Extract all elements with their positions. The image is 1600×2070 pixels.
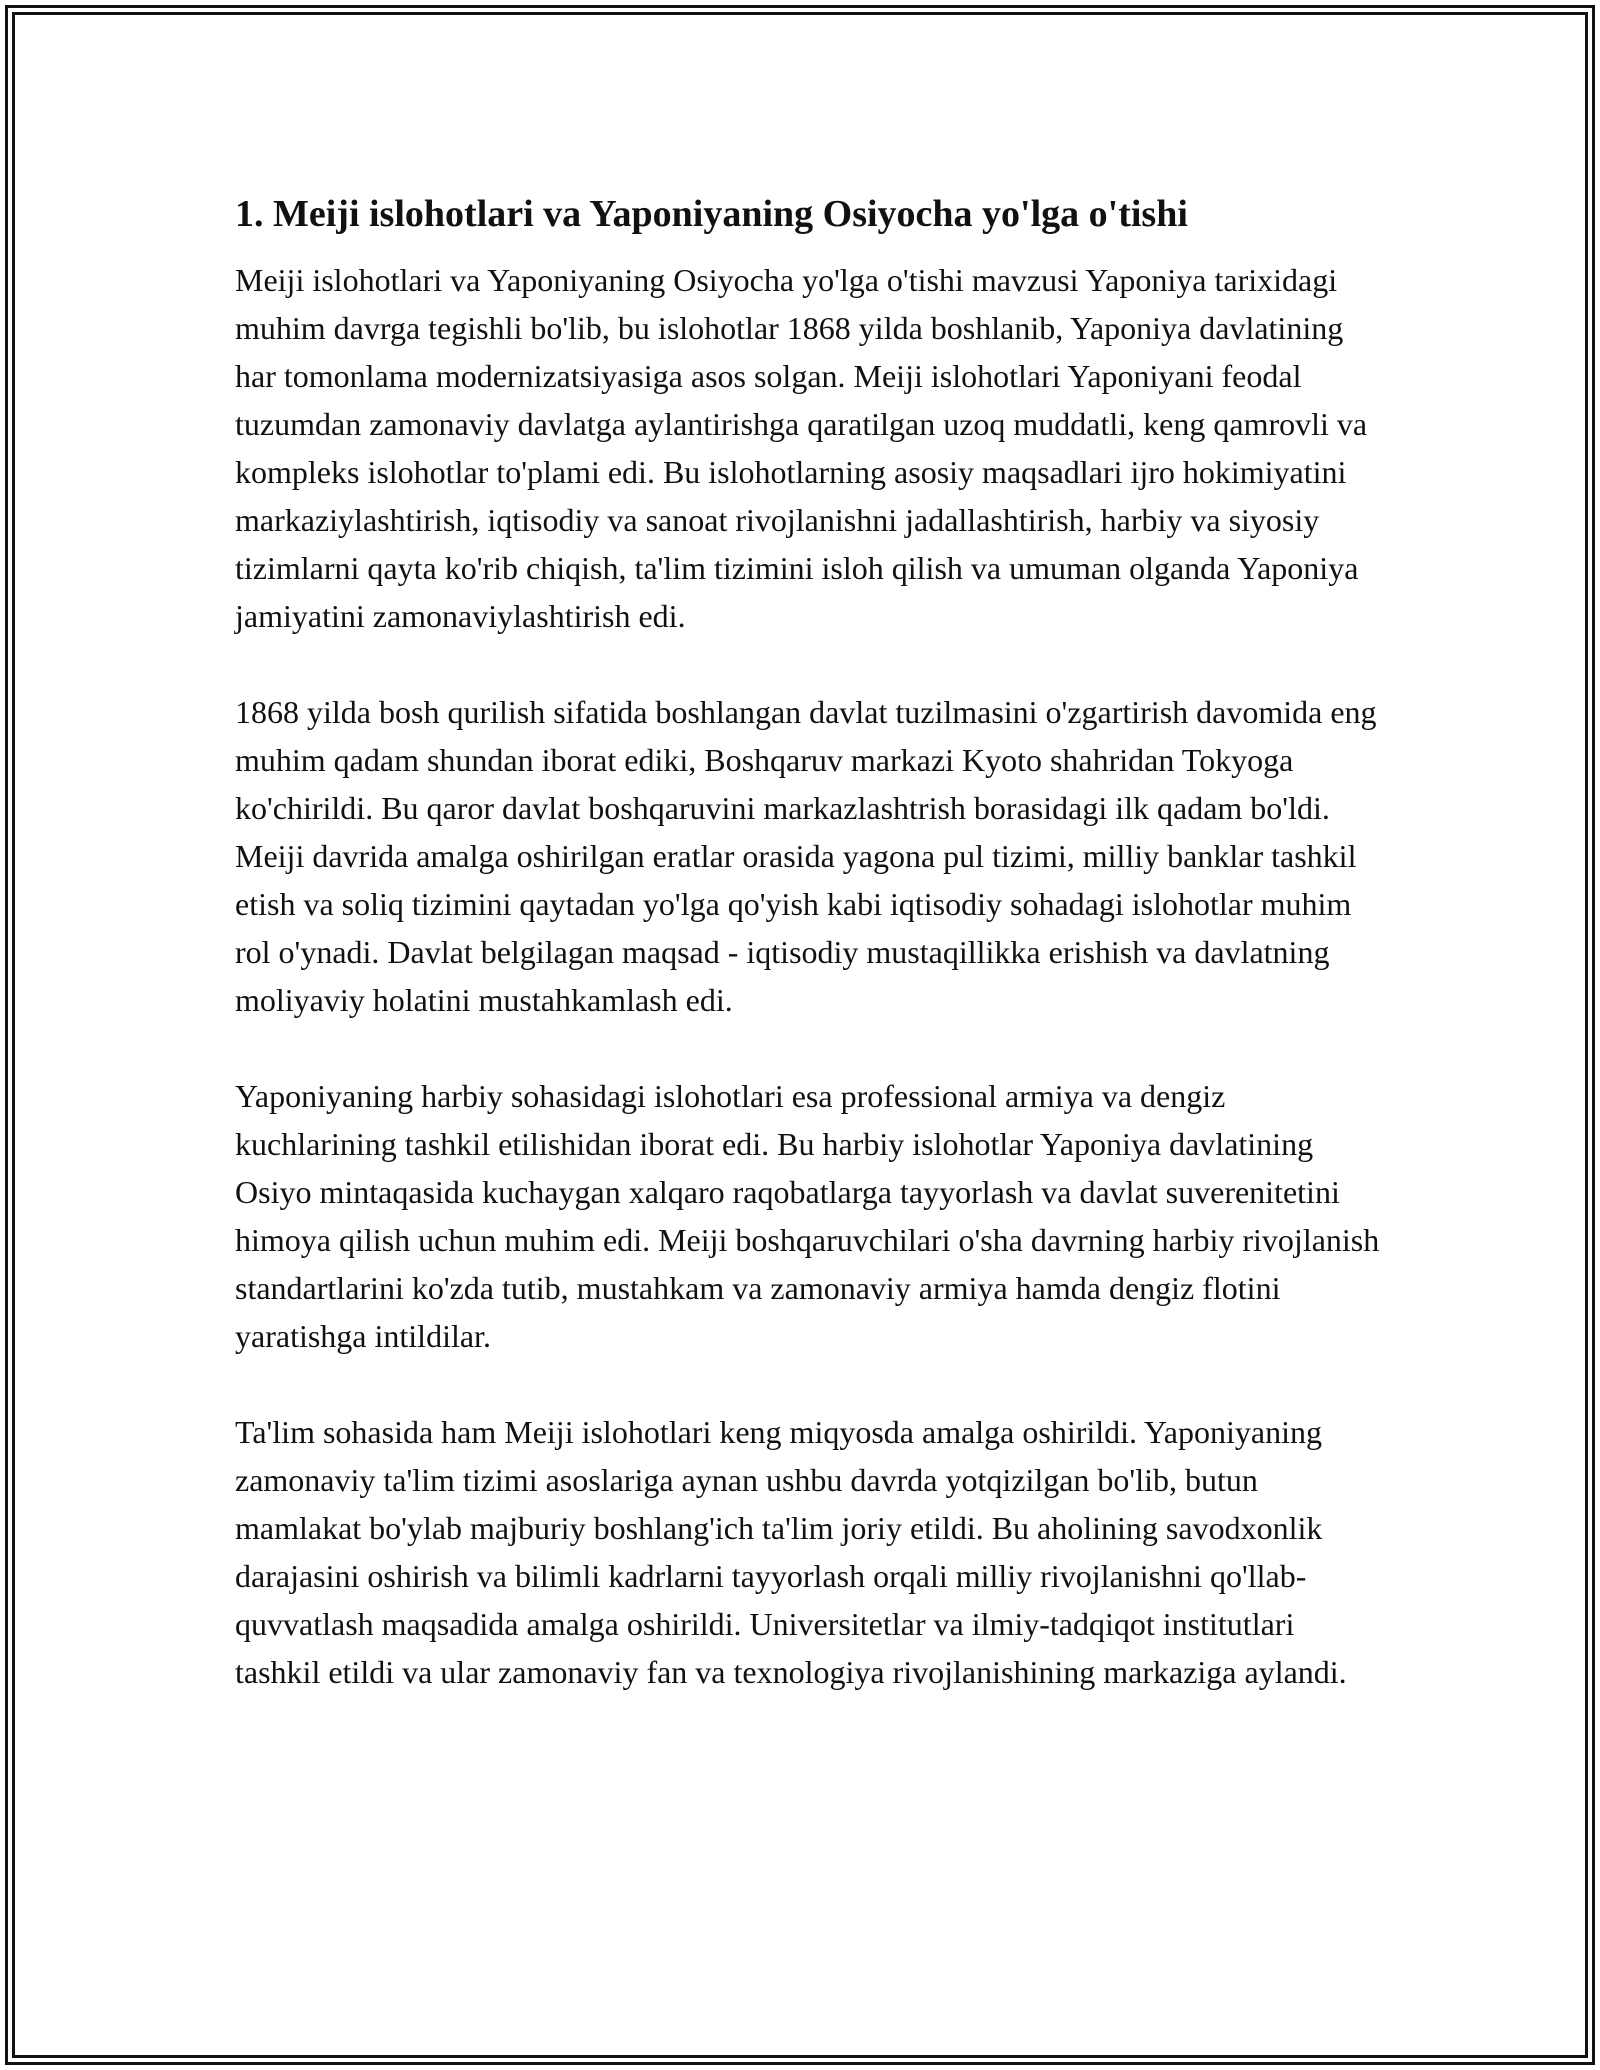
paragraph-intro: Meiji islohotlari va Yaponiyaning Osiyocha yo'lga o'tishi mavzusi Yaponiya tarixidagi muhim davrga tegishli bo'lib, bu islohotlar 1868 yilda boshlanib, Yaponiya davlatining har tomonlama modernizatsiyasiga asos solgan. Meiji islohotlari Yaponiyani feodal tuzumdan zamonaviy davlatga aylantirishga qaratilgan uzoq muddatli, keng qamrovli va kompleks islohotlar to'plami edi. Bu islohotlarning asosiy maqsadlari ijro hokimiyatini markaziylashtirish, iqtisodiy va sanoat rivojlanishni jadallashtirish, harbiy va siyosiy tizimlarni qayta ko'rib chiqish, ta'lim tizimini isloh qilish va umuman olganda Yaponiya jamiyatini zamonaviylashtirish edi.	[235, 262, 1368, 634]
paragraph-military-reforms: Yaponiyaning harbiy sohasidagi islohotlari esa professional armiya va dengiz kuchlarining tashkil etilishidan iborat edi. Bu harbiy islohotlar Yaponiya davlatining Osiyo mintaqasida kuchaygan xalqaro raqobatlarga tayyorlash va davlat suverenitetini himoya qilish uchun muhim edi. Meiji boshqaruvchilari o'sha davrning harbiy rivojlanish standartlarini ko'zda tutib, mustahkam va zamonaviy armiya hamda dengiz flotini yaratishga intildilar.	[235, 1078, 1380, 1354]
document-body	[235, 188, 1385, 1696]
paragraph-education-reforms: Ta'lim sohasida ham Meiji islohotlari keng miqyosda amalga oshirildi. Yaponiyaning zamonaviy ta'lim tizimi asoslariga aynan ushbu davrda yotqizilgan bo'lib, butun mamlakat bo'ylab majburiy boshlang'ich ta'lim joriy etildi. Bu aholining savodxonlik darajasini oshirish va bilimli kadrlarni tayyorlash orqali milliy rivojlanishni qo'llab-quvvatlash maqsadida amalga oshirildi. Universitetlar va ilmiy-tadqiqot institutlari tashkil etildi va ular zamonaviy fan va texnologiya rivojlanishining markaziga aylandi.	[235, 1414, 1347, 1690]
section-heading: 1. Meiji islohotlari va Yaponiyaning Osiyocha yo'lga o'tishi	[235, 193, 1188, 235]
paragraph-state-structure: 1868 yilda bosh qurilish sifatida boshlangan davlat tuzilmasini o'zgartirish davomida eng muhim qadam shundan iborat ediki, Boshqaruv markazi Kyoto shahridan Tokyoga ko'chirildi. Bu qaror davlat boshqaruvini markazlashtrish borasidagi ilk qadam bo'ldi. Meiji davrida amalga oshirilgan eratlar orasida yagona pul tizimi, milliy banklar tashkil etish va soliq tizimini qaytadan yo'lga qo'yish kabi iqtisodiy sohadagi islohotlar muhim rol o'ynadi. Davlat belgilagan maqsad - iqtisodiy mustaqillikka erishish va davlatning moliyaviy holatini mustahkamlash edi.	[235, 694, 1377, 1018]
